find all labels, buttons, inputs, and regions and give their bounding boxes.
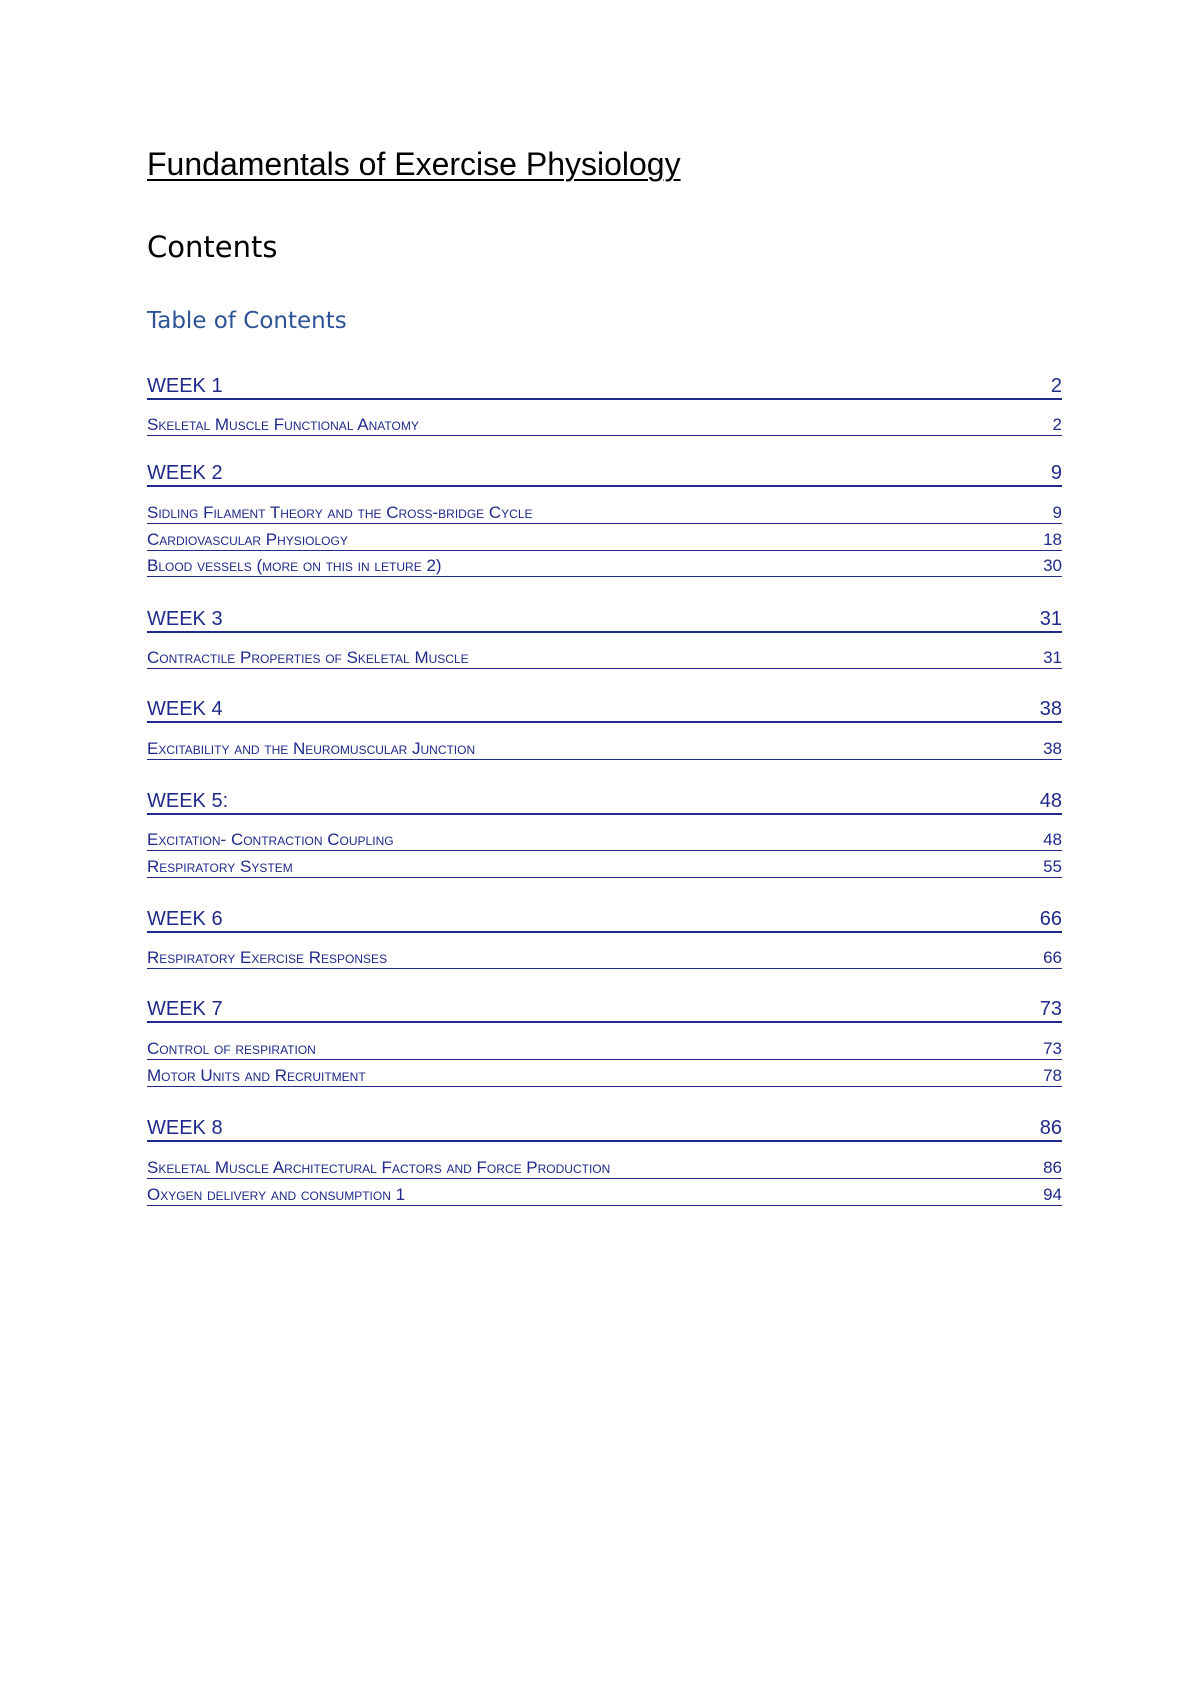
toc-entry-week-5[interactable]	[147, 790, 1062, 815]
toc-entry-text: Excitation- Contraction Coupling	[147, 830, 394, 849]
toc-entry-text: Respiratory Exercise Responses	[147, 948, 388, 967]
toc-entry-page-number: 2	[1052, 415, 1062, 434]
toc-entry-text: WEEK 1	[147, 375, 223, 397]
toc-entry-text: Respiratory System	[147, 857, 293, 876]
toc-entry-page-number: 9	[1050, 462, 1062, 484]
toc-entry-contractile-properties[interactable]	[147, 648, 1062, 669]
toc-entry-page-number: 55	[1043, 857, 1062, 876]
toc-entry-week-2[interactable]	[147, 462, 1062, 487]
toc-entry-text: WEEK 6	[147, 908, 223, 930]
toc-entry-text: Excitability and the Neuromuscular Junction	[147, 739, 476, 758]
document-title: Fundamentals of Exercise Physiology	[147, 146, 681, 182]
toc-entry-page-number: 31	[1043, 648, 1062, 667]
toc-entry-page-number: 94	[1043, 1185, 1062, 1204]
toc-entry-text: WEEK 4	[147, 698, 223, 720]
toc-entry-skeletal-muscle-architectural-factors[interactable]	[147, 1158, 1062, 1179]
toc-entry-page-number: 38	[1043, 739, 1062, 758]
toc-entry-excitability-neuromuscular-junction[interactable]	[147, 739, 1062, 760]
table-of-contents	[147, 0, 1062, 1698]
toc-entry-respiratory-exercise-responses[interactable]	[147, 948, 1062, 969]
toc-entry-text: WEEK 7	[147, 998, 223, 1020]
toc-entry-page-number: 66	[1039, 908, 1062, 930]
toc-entry-week-7[interactable]	[147, 998, 1062, 1023]
toc-entry-page-number: 30	[1043, 556, 1062, 575]
toc-entry-text: Motor Units and Recruitment	[147, 1066, 366, 1085]
toc-entry-excitation-contraction-coupling[interactable]	[147, 830, 1062, 851]
toc-entry-page-number: 73	[1043, 1039, 1062, 1058]
toc-entry-page-number: 38	[1039, 698, 1062, 720]
toc-entry-oxygen-delivery-consumption[interactable]	[147, 1185, 1062, 1206]
toc-entry-text: Cardiovascular Physiology	[147, 530, 348, 549]
toc-entry-text: Control of respiration	[147, 1039, 316, 1058]
toc-entry-page-number: 31	[1039, 608, 1062, 630]
toc-entry-text: Blood vessels (more on this in leture 2)	[147, 556, 442, 575]
toc-entry-text: Sidling Filament Theory and the Cross-bridge Cycle	[147, 503, 533, 522]
toc-entry-page-number: 73	[1039, 998, 1062, 1020]
toc-entry-respiratory-system[interactable]	[147, 857, 1062, 878]
toc-entry-week-4[interactable]	[147, 698, 1062, 723]
toc-entry-text: WEEK 2	[147, 462, 223, 484]
toc-entry-text: Contractile Properties of Skeletal Muscle	[147, 648, 469, 667]
toc-entry-motor-units-recruitment[interactable]	[147, 1066, 1062, 1087]
toc-entry-page-number: 2	[1050, 375, 1062, 397]
toc-entry-skeletal-muscle-functional-anatomy[interactable]	[147, 415, 1062, 436]
toc-entry-text: Oxygen delivery and consumption 1	[147, 1185, 406, 1204]
toc-entry-week-3[interactable]	[147, 608, 1062, 633]
toc-entry-page-number: 48	[1043, 830, 1062, 849]
toc-entry-sliding-filament-theory[interactable]	[147, 503, 1062, 524]
toc-entry-page-number: 18	[1043, 530, 1062, 549]
toc-entry-text: WEEK 8	[147, 1117, 223, 1139]
toc-entry-text: Skeletal Muscle Functional Anatomy	[147, 415, 419, 434]
toc-entry-text: WEEK 5:	[147, 790, 229, 812]
toc-entry-week-1[interactable]	[147, 375, 1062, 400]
toc-entry-control-of-respiration[interactable]	[147, 1039, 1062, 1060]
toc-entry-page-number: 86	[1043, 1158, 1062, 1177]
toc-entry-week-6[interactable]	[147, 908, 1062, 933]
toc-heading: Table of Contents	[147, 308, 347, 334]
toc-entry-text: Skeletal Muscle Architectural Factors and Force Production	[147, 1158, 611, 1177]
toc-entry-cardiovascular-physiology[interactable]	[147, 530, 1062, 551]
toc-entry-page-number: 86	[1039, 1117, 1062, 1139]
toc-entry-page-number: 48	[1039, 790, 1062, 812]
toc-entry-page-number: 78	[1043, 1066, 1062, 1085]
contents-heading: Contents	[147, 230, 278, 264]
toc-entry-week-8[interactable]	[147, 1117, 1062, 1142]
toc-entry-text: WEEK 3	[147, 608, 223, 630]
toc-entry-page-number: 9	[1052, 503, 1062, 522]
toc-entry-page-number: 66	[1043, 948, 1062, 967]
toc-entry-blood-vessels[interactable]	[147, 556, 1062, 577]
